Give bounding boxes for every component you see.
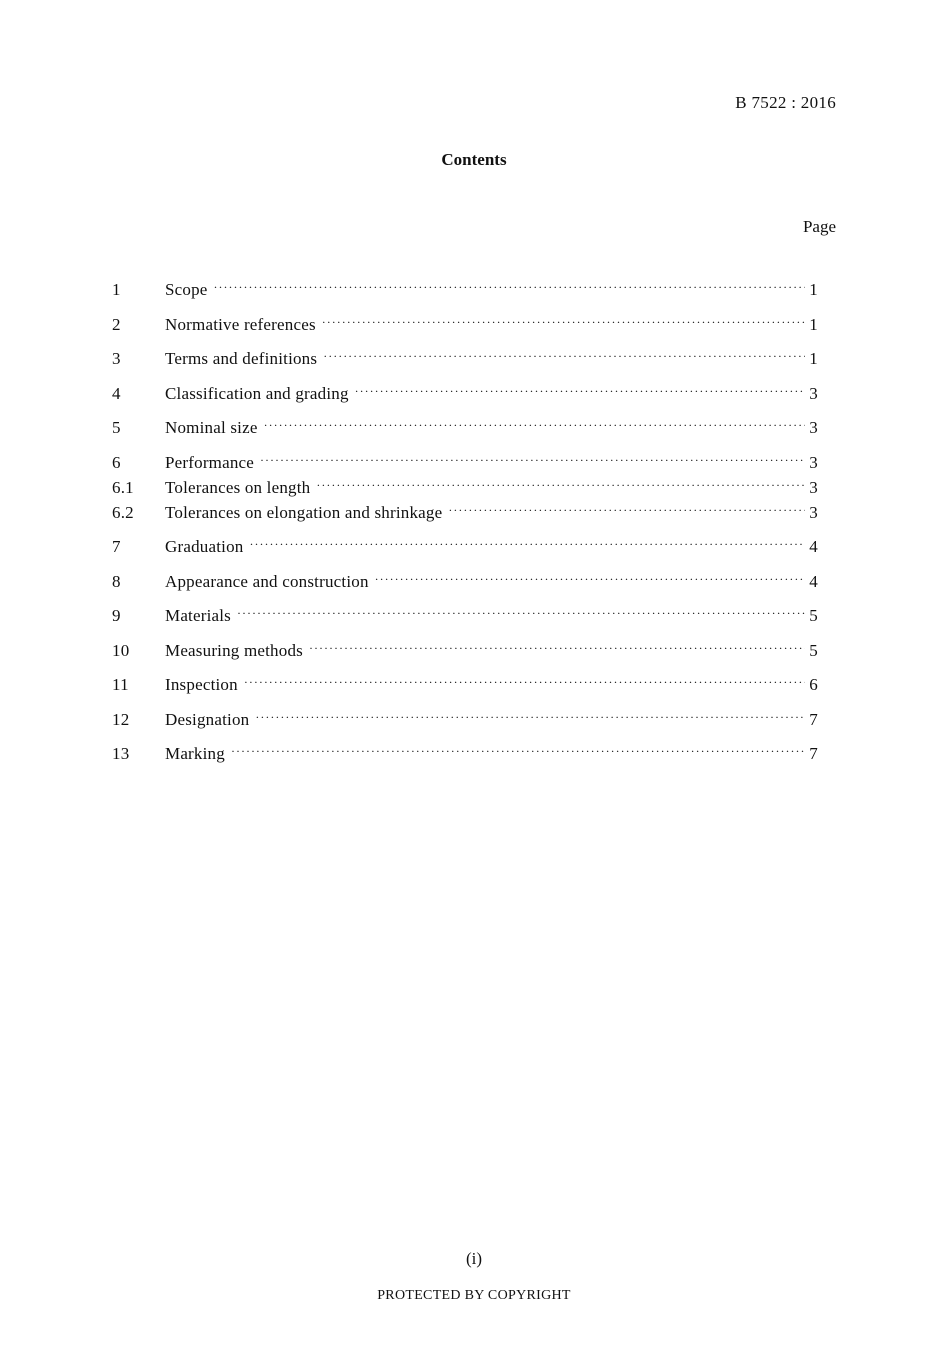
toc-entry-2[interactable]	[112, 313, 818, 338]
toc-entry-8[interactable]	[112, 570, 818, 595]
toc-entry-page: 7	[809, 709, 818, 729]
toc-entry-number: 3	[112, 349, 121, 368]
toc-entry-6-2[interactable]	[112, 501, 818, 526]
toc-entry-12[interactable]	[112, 708, 818, 733]
toc-entry-number: 7	[112, 537, 121, 556]
toc-entry-page: 3	[809, 383, 818, 403]
dot-leader	[214, 275, 806, 299]
toc-entry-title: Inspection	[165, 675, 238, 694]
dot-leader	[249, 532, 805, 556]
toc-entry-title: Tolerances on length	[165, 477, 311, 497]
toc-entry-page: 1	[809, 280, 818, 299]
toc-entry-number: 5	[112, 418, 121, 437]
toc-entry-number: 4	[112, 383, 121, 403]
toc-entry-7[interactable]	[112, 535, 818, 560]
toc-entry-number: 6	[112, 452, 121, 472]
toc-entry-title: Nominal size	[165, 418, 258, 437]
toc-entry-title: Terms and definitions	[165, 349, 318, 368]
dot-leader	[448, 498, 805, 522]
dot-leader	[309, 636, 805, 660]
toc-entry-number: 8	[112, 571, 121, 591]
toc-entry-11[interactable]	[112, 673, 818, 698]
copyright-notice: PROTECTED BY COPYRIGHT	[377, 1288, 571, 1303]
toc-entry-10[interactable]	[112, 639, 818, 664]
toc-entry-page: 4	[809, 537, 818, 556]
dot-leader	[355, 379, 806, 403]
page-number: (i)	[465, 1249, 483, 1268]
dot-leader	[260, 448, 805, 472]
dot-leader	[316, 473, 805, 497]
toc-entry-page: 5	[809, 640, 818, 660]
toc-entry-page: 3	[809, 418, 818, 437]
toc-entry-title: Designation	[165, 709, 250, 729]
toc-entry-13[interactable]	[112, 742, 818, 767]
toc-entry-page: 1	[809, 349, 818, 368]
toc-entry-page: 3	[809, 452, 818, 472]
toc-entry-number: 11	[112, 675, 129, 694]
toc-entry-title: Materials	[165, 606, 231, 625]
table-of-contents	[112, 278, 818, 767]
toc-entry-title: Scope	[165, 280, 208, 299]
page-title: Contents	[441, 150, 507, 169]
toc-entry-number: 13	[112, 744, 130, 763]
toc-entry-page: 1	[809, 314, 818, 334]
toc-entry-page: 6	[809, 675, 818, 694]
toc-entry-page: 3	[809, 502, 818, 522]
toc-entry-number: 6.2	[112, 502, 134, 522]
document-number: B 7522 : 2016	[735, 93, 836, 112]
dot-leader	[323, 344, 805, 368]
toc-entry-number: 1	[112, 280, 121, 299]
toc-entry-page: 7	[809, 744, 818, 763]
page-column-label: Page	[802, 217, 836, 236]
toc-entry-title: Measuring methods	[165, 640, 303, 660]
toc-entry-1[interactable]	[112, 278, 818, 303]
dot-leader	[231, 739, 805, 763]
toc-entry-title: Appearance and construction	[165, 571, 369, 591]
toc-entry-title: Marking	[165, 744, 225, 763]
toc-entry-number: 6.1	[112, 477, 134, 497]
toc-entry-page: 5	[809, 606, 818, 625]
toc-entry-number: 12	[112, 709, 130, 729]
toc-entry-title: Graduation	[165, 537, 244, 556]
dot-leader	[237, 601, 805, 625]
toc-entry-5[interactable]	[112, 416, 818, 441]
toc-entry-title: Normative references	[165, 314, 316, 334]
dot-leader	[375, 567, 806, 591]
toc-entry-page: 3	[809, 477, 818, 497]
toc-entry-title: Performance	[165, 452, 255, 472]
toc-entry-page: 4	[809, 571, 818, 591]
toc-entry-title: Classification and grading	[165, 383, 349, 403]
dot-leader	[322, 310, 806, 334]
dot-leader	[244, 670, 805, 694]
toc-entry-number: 9	[112, 606, 121, 625]
dot-leader	[264, 413, 806, 437]
toc-entry-9[interactable]	[112, 604, 818, 629]
toc-entry-3[interactable]	[112, 347, 818, 372]
toc-entry-number: 2	[112, 314, 121, 334]
toc-entry-4[interactable]	[112, 382, 818, 407]
dot-leader	[255, 705, 805, 729]
toc-entry-number: 10	[112, 640, 130, 660]
toc-entry-title: Tolerances on elongation and shrinkage	[165, 502, 443, 522]
